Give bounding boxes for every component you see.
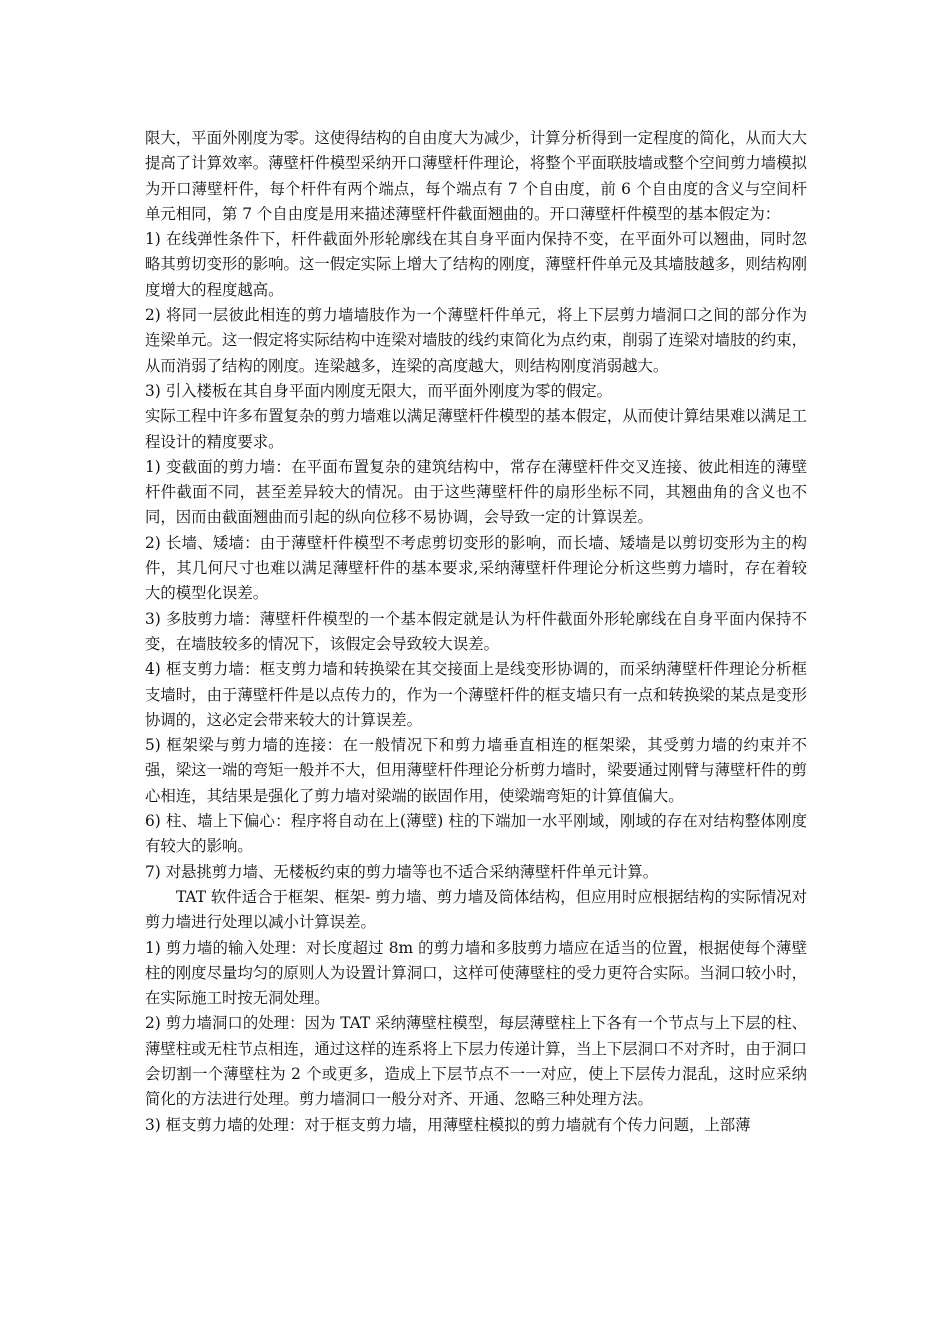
paragraph-treatment-2: 2) 剪力墙洞口的处理：因为 TAT 采纳薄壁柱模型，每层薄壁柱上下各有一个节点与上下层的柱、薄壁柱或无柱节点相连，通过这样的连系将上下层力传递计算，当上下层洞口不对齐时，由于洞口会切割一个薄壁柱为 2 个或更多，造成上下层节点不一一对应，使上下层传力混乱，这时应采纳简化的方法进行处理。剪力墙洞口一般分对齐、开通、忽略三种处理方法。 (145, 1014, 807, 1109)
paragraph-limitations-intro: 实际工程中许多布置复杂的剪力墙难以满足薄壁杆件模型的基本假定，从而使计算结果难以满足工程设计的精度要求。 (145, 407, 807, 451)
paragraph-assumption-3: 3) 引入楼板在其自身平面内刚度无限大，而平面外刚度为零的假定。 (145, 381, 613, 400)
paragraph-assumption-1: 1) 在线弹性条件下，杆件截面外形轮廓线在其自身平面内保持不变，在平面外可以翘曲，同时忽略其剪切变形的影响。这一假定实际上增大了结构的刚度，薄壁杆件单元及其墙肢越多，则结构刚度增大的程度越高。 (145, 230, 807, 299)
paragraph-limitation-3: 3) 多肢剪力墙：薄壁杆件模型的一个基本假定就是认为杆件截面外形轮廓线在自身平面内保持不变，在墙肢较多的情况下，该假定会导致较大误差。 (145, 609, 807, 653)
paragraph-treatment-3: 3) 框支剪力墙的处理：对于框支剪力墙，用薄壁柱模拟的剪力墙就有个传力问题，上部薄 (145, 1115, 751, 1134)
paragraph-limitation-5: 5) 框架梁与剪力墙的连接：在一般情况下和剪力墙垂直相连的框架梁，其受剪力墙的约束并不强，梁这一端的弯矩一般并不大，但用薄壁杆件理论分析剪力墙时，梁要通过刚臂与薄壁杆件的剪心相连，其结果是强化了剪力墙对梁端的嵌固作用，使梁端弯矩的计算值偏大。 (145, 736, 807, 805)
paragraph-limitation-7: 7) 对悬挑剪力墙、无楼板约束的剪力墙等也不适合采纳薄壁杆件单元计算。 (145, 862, 659, 881)
paragraph-limitation-1: 1) 变截面的剪力墙：在平面布置复杂的建筑结构中，常存在薄壁杆件交叉连接、彼此相连的薄壁杆件截面不同，甚至差异较大的情况。由于这些薄壁杆件的扇形坐标不同，其翘曲角的含义也不同，因而由截面翘曲而引起的纵向位移不易协调，会导致一定的计算误差。 (145, 457, 807, 527)
paragraph-limitation-6: 6) 柱、墙上下偏心：程序将自动在上(薄壁) 柱的下端加一水平刚域，刚域的存在对结构整体刚度有较大的影响。 (145, 812, 807, 856)
paragraph-treatment-1: 1) 剪力墙的输入处理：对长度超过 8m 的剪力墙和多肢剪力墙应在适当的位置，根据使每个薄壁柱的刚度尽量均匀的原则人为设置计算洞口，这样可使薄壁柱的受力更符合实际。当洞口较小时，在实际施工时按无洞处理。 (145, 938, 807, 1008)
paragraph-limitation-4: 4) 框支剪力墙：框支剪力墙和转换梁在其交接面上是线变形协调的，而采纳薄壁杆件理论分析框支墙时，由于薄壁杆件是以点传力的，作为一个薄壁杆件的框支墙只有一点和转换梁的某点是变形协调的，这必定会带来较大的计算误差。 (145, 660, 807, 729)
document-body (145, 126, 807, 1138)
paragraph-limitation-2: 2) 长墙、矮墙：由于薄壁杆件模型不考虑剪切变形的影响，而长墙、矮墙是以剪切变形为主的构件，其几何尺寸也难以满足薄壁杆件的基本要求,采纳薄壁杆件理论分析这些剪力墙时，存在着较大的模型化误差。 (145, 533, 807, 603)
paragraph-intro: 限大，平面外刚度为零。这使得结构的自由度大为减少，计算分析得到一定程度的简化，从而大大提高了计算效率。薄壁杆件模型采纳开口薄壁杆件理论，将整个平面联肢墙或整个空间剪力墙模拟为开口薄壁杆件，每个杆件有两个端点，每个端点有 7 个自由度，前 6 个自由度的含义与空间杆单元相同，第 7 个自由度是用来描述薄壁杆件截面翘曲的。开口薄壁杆件模型的基本假定为： (145, 129, 807, 223)
paragraph-assumption-2: 2) 将同一层彼此相连的剪力墙墙肢作为一个薄壁杆件单元，将上下层剪力墙洞口之间的部分作为连梁单元。这一假定将实际结构中连梁对墙肢的线约束简化为点约束，削弱了连梁对墙肢的约束，从而消弱了结构的刚度。连梁越多，连梁的高度越大，则结构刚度消弱越大。 (145, 306, 807, 375)
paragraph-tat-intro: TAT 软件适合于框架、框架- 剪力墙、剪力墙及筒体结构，但应用时应根据结构的实际情况对剪力墙进行处理以减小计算误差。 (145, 887, 807, 932)
